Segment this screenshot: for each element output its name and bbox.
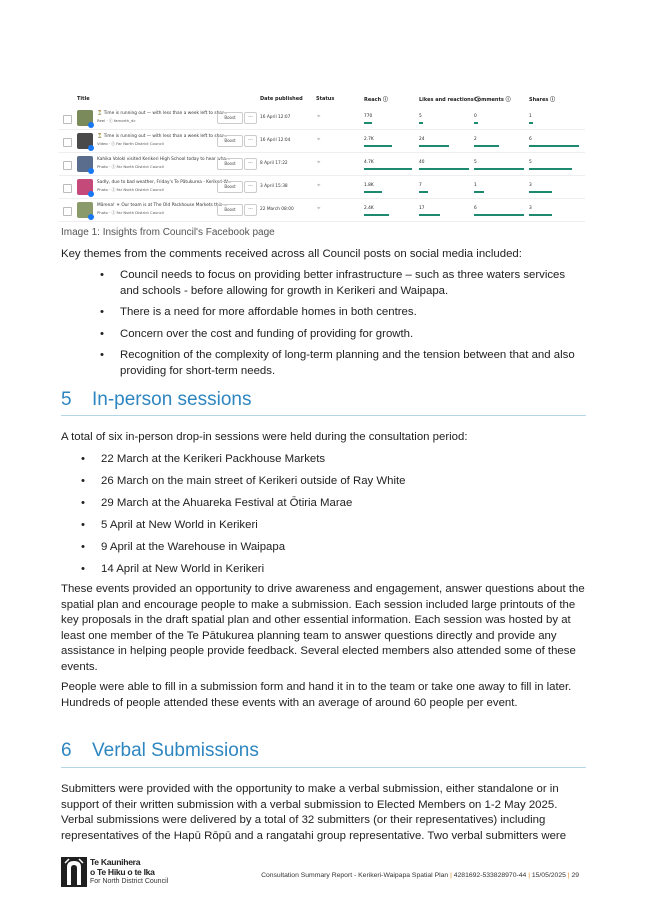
fb-col-date: Date published	[260, 96, 303, 102]
post-type: Reel · ⓕ farnorth_dc	[97, 118, 136, 123]
list-item: • 26 March on the main street of Kerikeri outside of Ray White	[61, 474, 586, 496]
shares-bar	[529, 214, 552, 216]
post-title[interactable]: Sadly, due to bad weather, Friday's Te Pātukurea - Kerikeri W...	[97, 180, 232, 185]
section-title: In-person sessions	[92, 389, 252, 410]
footer-separator: |	[450, 872, 452, 879]
post-title[interactable]: ⏳ Time is running out — with less than a week left to shar...	[97, 111, 228, 116]
row-divider	[59, 129, 585, 130]
page-footer	[261, 872, 579, 879]
section-number: 6	[61, 740, 72, 761]
comments-value: 5	[474, 160, 477, 165]
table-row[interactable]	[59, 201, 585, 221]
facebook-icon	[88, 214, 94, 220]
image-caption: Image 1: Insights from Council's Facebook page	[61, 227, 275, 238]
comments-bar	[474, 122, 478, 124]
post-title[interactable]: ⏳ Time is running out — with less than a week left to shar...	[97, 134, 228, 139]
post-date: 8 April 17:22	[260, 161, 288, 166]
shares-bar	[529, 168, 572, 170]
council-logo	[61, 855, 169, 891]
more-options-button[interactable]: ···	[244, 181, 257, 193]
status-pin-icon: ⌖	[317, 113, 321, 120]
likes-value: 17	[419, 206, 425, 211]
status-pin-icon: ⌖	[317, 205, 321, 212]
heading-rule	[61, 767, 586, 768]
reach-value: 4.7K	[364, 160, 374, 165]
post-date: 3 April 15:38	[260, 184, 288, 189]
post-type: Photo · ⓕ Far North District Council	[97, 210, 165, 215]
post-date: 16 April 12:07	[260, 115, 291, 120]
row-checkbox[interactable]	[63, 115, 72, 124]
shares-value: 3	[529, 206, 532, 211]
shares-bar	[529, 191, 552, 193]
status-pin-icon: ⌖	[317, 136, 321, 143]
likes-bar	[419, 145, 449, 147]
post-title[interactable]: Kahika Volokl visited Kerikeri High School today to hear wha...	[97, 157, 231, 162]
themes-list	[61, 268, 586, 385]
shares-bar	[529, 122, 533, 124]
likes-bar	[419, 168, 469, 170]
footer-ref: 4281692-533828970-44	[453, 872, 527, 879]
reach-bar	[364, 122, 372, 124]
table-row[interactable]	[59, 178, 585, 198]
row-checkbox[interactable]	[63, 138, 72, 147]
facebook-icon	[88, 191, 94, 197]
reach-bar	[364, 145, 392, 147]
fb-col-title: Title	[77, 96, 90, 102]
status-pin-icon: ⌖	[317, 182, 321, 189]
fb-col-status: Status	[316, 96, 335, 102]
list-item: • 29 March at the Ahuareka Festival at Ōtiria Marae	[61, 496, 586, 518]
table-row[interactable]	[59, 109, 585, 129]
reach-value: 2.4K	[364, 206, 374, 211]
fb-col-likes: Likes and reactions ⓘ	[419, 97, 481, 103]
facebook-icon	[88, 168, 94, 174]
post-type: Photo · ⓕ Far North District Council	[97, 164, 165, 169]
more-options-button[interactable]: ···	[244, 204, 257, 216]
shares-value: 5	[529, 160, 532, 165]
logo-line-3: For North District Council	[90, 878, 169, 885]
sessions-paragraph-2: People were able to fill in a submission form and hand it in to the team or take one away to fill in later. Hundreds of people attended these events with an average of around 60 people per event.	[61, 681, 572, 709]
footer-date: 15/05/2025	[531, 872, 566, 879]
likes-bar	[419, 214, 440, 216]
status-pin-icon: ⌖	[317, 159, 321, 166]
boost-button[interactable]: Boost	[217, 158, 243, 170]
list-item: • Council needs to focus on providing better infrastructure – such as three waters services and schools - before allowing for growth in Kerikeri and Waipapa.	[61, 268, 586, 299]
reach-value: 770	[364, 114, 373, 119]
footer-doc-title: Consultation Summary Report - Kerikeri-Waipapa Spatial Plan	[261, 872, 449, 879]
comments-value: 1	[474, 183, 477, 188]
post-type: Photo · ⓕ Far North District Council	[97, 187, 165, 192]
comments-bar	[474, 145, 499, 147]
boost-button[interactable]: Boost	[217, 204, 243, 216]
verbal-paragraph: Submitters were provided with the opportunity to make a verbal submission, either standalone or in support of their written submission with a verbal submission to Elected Members on 1-2 May 2025. Verbal submissions were delivered by a total of 32 submitters (or their representatives) including representatives of the Hapū Rōpū and a rangatahi group representative. Two verbal submitters were	[61, 783, 567, 842]
row-divider	[59, 221, 585, 222]
boost-button[interactable]: Boost	[217, 181, 243, 193]
fb-col-comments: Comments ⓘ	[474, 97, 511, 103]
fb-table-header	[59, 96, 585, 106]
reach-bar	[364, 168, 412, 170]
reach-bar	[364, 214, 389, 216]
likes-value: 40	[419, 160, 425, 165]
facebook-insights-image	[59, 90, 585, 222]
reach-value: 1.8K	[364, 183, 374, 188]
post-date: 16 April 12:04	[260, 138, 291, 143]
section-5-heading	[61, 389, 251, 411]
boost-button[interactable]: Boost	[217, 112, 243, 124]
table-row[interactable]	[59, 155, 585, 175]
likes-value: 7	[419, 183, 422, 188]
footer-page-number: 29	[571, 872, 579, 879]
footer-separator: |	[528, 872, 530, 879]
boost-button[interactable]: Boost	[217, 135, 243, 147]
list-item: • Concern over the cost and funding of providing for growth.	[61, 327, 586, 343]
post-type: Video · ⓕ Far North District Council	[97, 141, 164, 146]
more-options-button[interactable]: ···	[244, 135, 257, 147]
likes-value: 24	[419, 137, 425, 142]
row-checkbox[interactable]	[63, 161, 72, 170]
fb-col-shares: Shares ⓘ	[529, 97, 556, 103]
council-logo-icon	[61, 857, 87, 887]
list-item: • 5 April at New World in Kerikeri	[61, 518, 586, 540]
logo-line-1: Te Kaunihera	[90, 857, 141, 867]
post-title[interactable]: Mārena! ☀ Our team is at The Old Packhouse Markets this ...	[97, 203, 228, 208]
logo-line-2: o Te Hiku o te Ika	[90, 867, 155, 877]
facebook-icon	[88, 122, 94, 128]
facebook-icon	[88, 145, 94, 151]
footer-separator: |	[567, 872, 570, 879]
section-title: Verbal Submissions	[92, 740, 259, 761]
row-checkbox[interactable]	[63, 184, 72, 193]
comments-bar	[474, 191, 484, 193]
more-options-button[interactable]: ···	[244, 158, 257, 170]
comments-bar	[474, 168, 524, 170]
sessions-intro: A total of six in-person drop-in sessions were held during the consultation period:	[61, 431, 468, 443]
list-item: • Recognition of the complexity of long-term planning and the tension between that and also providing for short-term needs.	[61, 348, 586, 379]
shares-bar	[529, 145, 579, 147]
reach-value: 2.7K	[364, 137, 374, 142]
reach-bar	[364, 191, 382, 193]
row-divider	[59, 198, 585, 199]
sessions-paragraph-1: These events provided an opportunity to drive awareness and engagement, answer questions about the spatial plan and encourage people to make a submission. Each session included large printouts of the key proposals in the draft spatial plan and other essential information. Each session was hosted by at least one member of the Te Pātukurea planning team to answer questions directly and provide any assistance in helping people provide feedback. Several elected members also attended some of these events.	[61, 583, 585, 673]
comments-bar	[474, 214, 524, 216]
more-options-button[interactable]: ···	[244, 112, 257, 124]
row-divider	[59, 152, 585, 153]
post-date: 22 March 08:00	[260, 207, 294, 212]
fb-col-reach: Reach ⓘ	[364, 97, 388, 103]
row-checkbox[interactable]	[63, 207, 72, 216]
comments-value: 6	[474, 206, 477, 211]
comments-value: 0	[474, 114, 477, 119]
sessions-list	[61, 452, 586, 584]
list-item: • 14 April at New World in Kerikeri	[61, 562, 586, 584]
list-item: • 22 March at the Kerikeri Packhouse Markets	[61, 452, 586, 474]
heading-rule	[61, 415, 586, 416]
likes-bar	[419, 122, 423, 124]
comments-value: 2	[474, 137, 477, 142]
likes-bar	[419, 191, 428, 193]
shares-value: 6	[529, 137, 532, 142]
section-number: 5	[61, 389, 72, 410]
shares-value: 1	[529, 114, 532, 119]
table-row[interactable]	[59, 132, 585, 152]
themes-intro: Key themes from the comments received across all Council posts on social media included:	[61, 248, 522, 260]
row-divider	[59, 175, 585, 176]
list-item: • 9 April at the Warehouse in Waipapa	[61, 540, 586, 562]
likes-value: 5	[419, 114, 422, 119]
shares-value: 3	[529, 183, 532, 188]
list-item: • There is a need for more affordable homes in both centres.	[61, 305, 586, 321]
section-6-heading	[61, 740, 259, 762]
